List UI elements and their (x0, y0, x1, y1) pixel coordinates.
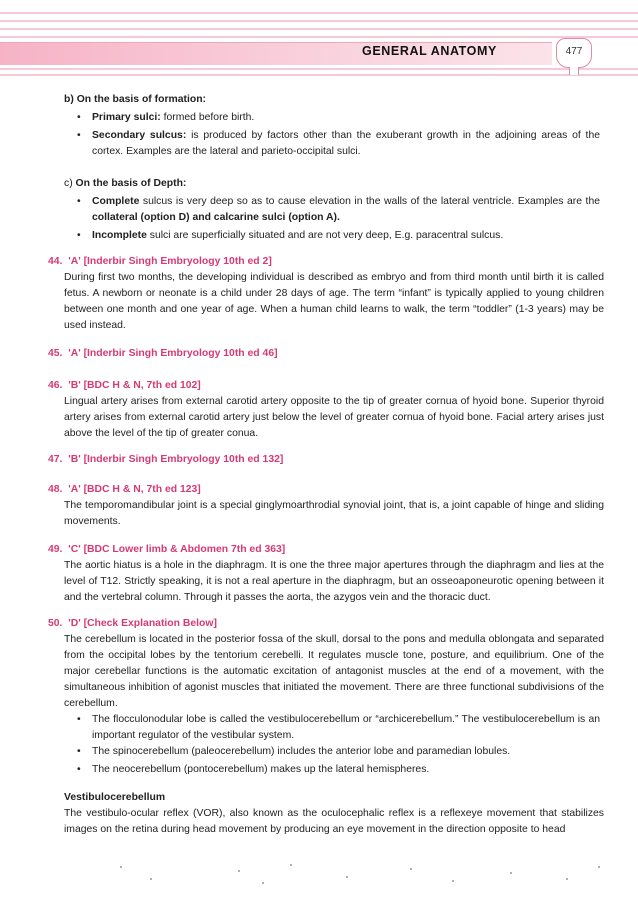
answer-reference: 'D' [Check Explanation Below] (68, 618, 217, 629)
answer-number: 47. (48, 454, 63, 465)
answer-text: During first two months, the developing individual is described as embryo and from third month until birth it is called fetus. A newborn or neonate is a child under 28 days of age. The term “infant” is typically applied to young children between one month and one year of age. When a human child learns to walk, the term “toddler” (1-3 years) may be used instead. (64, 272, 604, 331)
answer-number: 44. (48, 256, 63, 267)
answer-number: 49. (48, 544, 63, 555)
header-stripe (0, 36, 638, 38)
list-item-text: formed before birth. (163, 112, 255, 123)
section-heading-text: On the basis of formation: (76, 94, 207, 105)
list-item (77, 228, 600, 244)
list-item (77, 712, 600, 744)
bullet-icon: • (77, 714, 81, 725)
header-stripe (0, 28, 638, 30)
subsection-heading: Vestibulocerebellum (64, 792, 166, 803)
term: Secondary sulcus: (92, 130, 187, 141)
section-heading (64, 176, 186, 192)
term: Primary sulci: (92, 112, 161, 123)
page-number-badge (556, 38, 592, 68)
answer-number: 45. (48, 348, 63, 359)
list-item (77, 744, 600, 760)
bullet-icon: • (77, 764, 81, 775)
header-band (0, 0, 638, 78)
page-title: GENERAL ANATOMY (362, 44, 497, 58)
list-item (77, 762, 600, 778)
list-item-bold-text: collateral (option D) and calcarine sulci (option A). (92, 212, 340, 223)
section-marker: b) (64, 94, 74, 105)
answer-reference: 'B' [Inderbir Singh Embryology 10th ed 132] (68, 454, 284, 465)
term: Incomplete (92, 230, 147, 241)
header-stripe (0, 74, 638, 76)
section-heading-text: On the basis of Depth: (75, 178, 187, 189)
answer-reference: 'B' [BDC H & N, 7th ed 102] (68, 380, 201, 391)
answer-reference: 'C' [BDC Lower limb & Abdomen 7th ed 363] (68, 544, 286, 555)
answer-heading (48, 452, 283, 468)
list-item (77, 128, 601, 160)
answer-heading (48, 616, 217, 632)
term: Complete (92, 196, 140, 207)
list-item (77, 194, 600, 226)
section-marker: c) (64, 178, 73, 189)
page-number: 477 (565, 46, 583, 57)
answer-reference: 'A' [BDC H & N, 7th ed 123] (68, 484, 201, 495)
answer-heading (48, 378, 201, 394)
answer-heading (48, 542, 285, 558)
header-stripe (0, 68, 638, 70)
bullet-icon: • (77, 112, 81, 123)
bullet-icon: • (77, 230, 81, 241)
answer-text: The cerebellum is located in the posterior fossa of the skull, dorsal to the pons and medulla oblongata and separated from the occipital lobes by the tentorium cerebelli. It regulates muscle tone, posture, and equilibrium. One of the major cerebellar functions is the automatic excitation of antagonist muscles at the end of a movement, with the simultaneous inhibition of agonist muscles that initiated the movement. There are three functional subdivisions of the cerebellum. (64, 634, 604, 709)
answer-text: The aortic hiatus is a hole in the diaphragm. It is one the three major apertures through the diaphragm and lies at the level of T12. Strictly speaking, it is not a real aperture in the diaphragm, but an osseoaponeurotic opening between it and the vertebral column. Through it passes the aorta, the azygos vein and the thoracic duct. (64, 560, 604, 603)
list-item-text: is produced by factors other than the exuberant growth in the adjoining areas of the cortex. Examples are the lateral and parieto-occipital sulci. (92, 130, 601, 157)
header-stripe (0, 20, 638, 22)
answer-reference: 'A' [Inderbir Singh Embryology 10th ed 46] (68, 348, 278, 359)
scan-noise (0, 858, 638, 898)
answer-reference: 'A' [Inderbir Singh Embryology 10th ed 2] (68, 256, 272, 267)
bullet-icon: • (77, 196, 81, 207)
answer-text: The temporomandibular joint is a special ginglymoarthrodial synovial joint, that is, a joint capable of hinge and sliding movements. (64, 500, 604, 527)
list-item-text: The spinocerebellum (paleocerebellum) includes the anterior lobe and paramedian lobules. (92, 746, 511, 757)
answer-number: 46. (48, 380, 63, 391)
answer-text: Lingual artery arises from external carotid artery opposite to the tip of greater cornua of hyoid bone. Superior thyroid artery arises from external carotid artery just below the level of greater cornua of hyoid bone. Facial artery arises just above the level of the tip of greater conua. (64, 396, 604, 439)
answer-heading (48, 346, 278, 362)
answer-heading (48, 254, 272, 270)
section-heading (64, 92, 206, 108)
list-item-text: sulci are superficially situated and are not very deep, E.g. paracentral sulcus. (149, 230, 504, 241)
answer-heading (48, 482, 201, 498)
answer-number: 50. (48, 618, 63, 629)
bullet-icon: • (77, 746, 81, 757)
list-item (77, 110, 600, 126)
list-item-text: The neocerebellum (pontocerebellum) makes up the lateral hemispheres. (92, 764, 430, 775)
answer-number: 48. (48, 484, 63, 495)
bullet-icon: • (77, 130, 81, 141)
list-item-text: The flocculonodular lobe is called the vestibulocerebellum or “archicerebellum.” The vestibulocerebellum is an important regulator of the vestibular system. (92, 714, 600, 741)
header-stripe (0, 12, 638, 14)
paragraph: The vestibulo-ocular reflex (VOR), also known as the oculocephalic reflex is a reflexeye movement that stabilizes images on the retina during head movement by producing an eye movement in the direction opposite to head (64, 808, 604, 835)
list-item-text: sulcus is very deep so as to cause elevation in the walls of the lateral ventricle. Examples are the (142, 196, 600, 207)
